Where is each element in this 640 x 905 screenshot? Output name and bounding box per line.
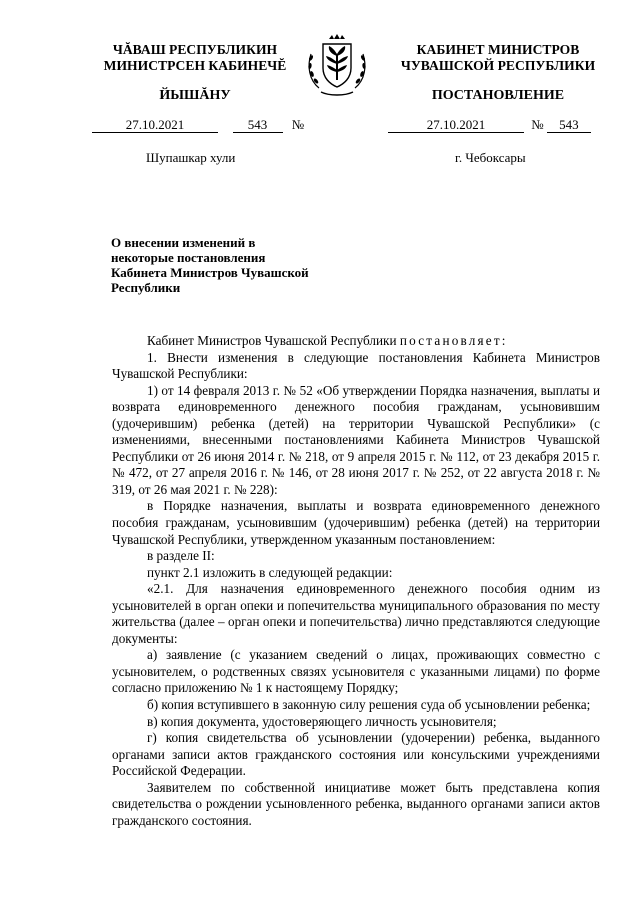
right-number: 543	[547, 117, 591, 133]
paragraph-7: а) заявление (с указанием сведений о лицах, проживающих совместно с усыновителем, о родственных связях усыновителя с указанными лицами) по форме согласно приложению № 1 к настоящему Порядку;	[112, 647, 600, 696]
paragraph-5: пункт 2.1 изложить в следующей редакции:	[147, 564, 393, 580]
intro-paragraph	[112, 333, 600, 350]
paragraph-9: в) копия документа, удостоверяющего личность усыновителя;	[147, 713, 497, 729]
paragraph-1: 1. Внести изменения в следующие постановления Кабинета Министров Чувашской Республики:	[112, 349, 600, 382]
paragraph-8: б) копия вступившего в законную силу решения суда об усыновлении ребенка;	[147, 697, 591, 713]
chuvash-coat-of-arms-icon	[301, 30, 373, 102]
paragraph-6: «2.1. Для назначения единовременного денежного пособия одним из усыновителей в орган опеки и попечительства муниципального образования по месту жительства (далее – орган опеки и попечительства) лично представляются следующие документы:	[112, 581, 600, 646]
right-header-line1: КАБИНЕТ МИНИСТРОВ	[416, 42, 580, 57]
left-number-sign: №	[291, 117, 305, 132]
right-doc-type: ПОСТАНОВЛЕНИЕ	[431, 88, 565, 103]
intro-text: Кабинет Министров Чувашской Республики	[147, 333, 400, 348]
right-header-title	[382, 42, 614, 74]
left-doc-type: ЙЫШĂНУ	[159, 88, 231, 103]
left-header-line1: ЧĂВАШ РЕСПУБЛИКИН	[112, 42, 278, 57]
right-place: г. Чебоксары	[455, 150, 526, 165]
document-body	[112, 333, 600, 829]
left-date: 27.10.2021	[92, 117, 218, 133]
left-header-line2: МИНИСТРСЕН КАБИНЕЧĔ	[103, 58, 287, 73]
intro-resolves: постановляет:	[399, 333, 508, 348]
paragraph-2: 1) от 14 февраля 2013 г. № 52 «Об утверждении Порядка назначения, выплаты и возврата единовременного денежного пособия гражданам, усыновившим (удочерившим) ребенка (детей) на территории Чувашской Республики» (с изменениями, внесенными постановлениями Кабинета Министров Чувашской Республики от 26 июня 2014 г. № 218, от 9 апреля 2015 г. № 112, от 23 декабря 2015 г. № 472, от 27 апреля 2016 г. № 146, от 28 июня 2017 г. № 252, от 22 августа 2018 г. № 319, от 26 мая 2021 г. № 228):	[112, 382, 600, 497]
paragraph-3: в Порядке назначения, выплаты и возврата единовременного денежного пособия гражданам, усыновившим (удочерившим) ребенка (детей) на территории Чувашской Республики, утвержденном указанным постановлением:	[112, 498, 600, 547]
left-date-number-line	[92, 117, 304, 133]
right-number-sign: №	[531, 117, 544, 132]
document-subject: О внесении изменений в некоторые постановления Кабинета Министров Чувашской Республики	[111, 235, 309, 295]
left-number: 543	[233, 117, 283, 133]
right-date: 27.10.2021	[388, 117, 524, 133]
paragraph-11: Заявителем по собственной инициативе может быть представлена копия свидетельства о рождении усыновленного ребенка, выданного органами записи актов гражданского состояния.	[112, 779, 600, 828]
paragraph-4: в разделе II:	[147, 548, 215, 564]
left-header-title	[75, 42, 315, 74]
paragraph-10: г) копия свидетельства об усыновлении (удочерении) ребенка, выданного органами записи актов гражданского состояния или консульскими учреждениями Российской Федерации.	[112, 730, 600, 779]
right-date-number-line	[388, 117, 591, 133]
left-place: Шупашкар хули	[146, 150, 236, 165]
right-header-line2: ЧУВАШСКОЙ РЕСПУБЛИКИ	[400, 58, 596, 73]
